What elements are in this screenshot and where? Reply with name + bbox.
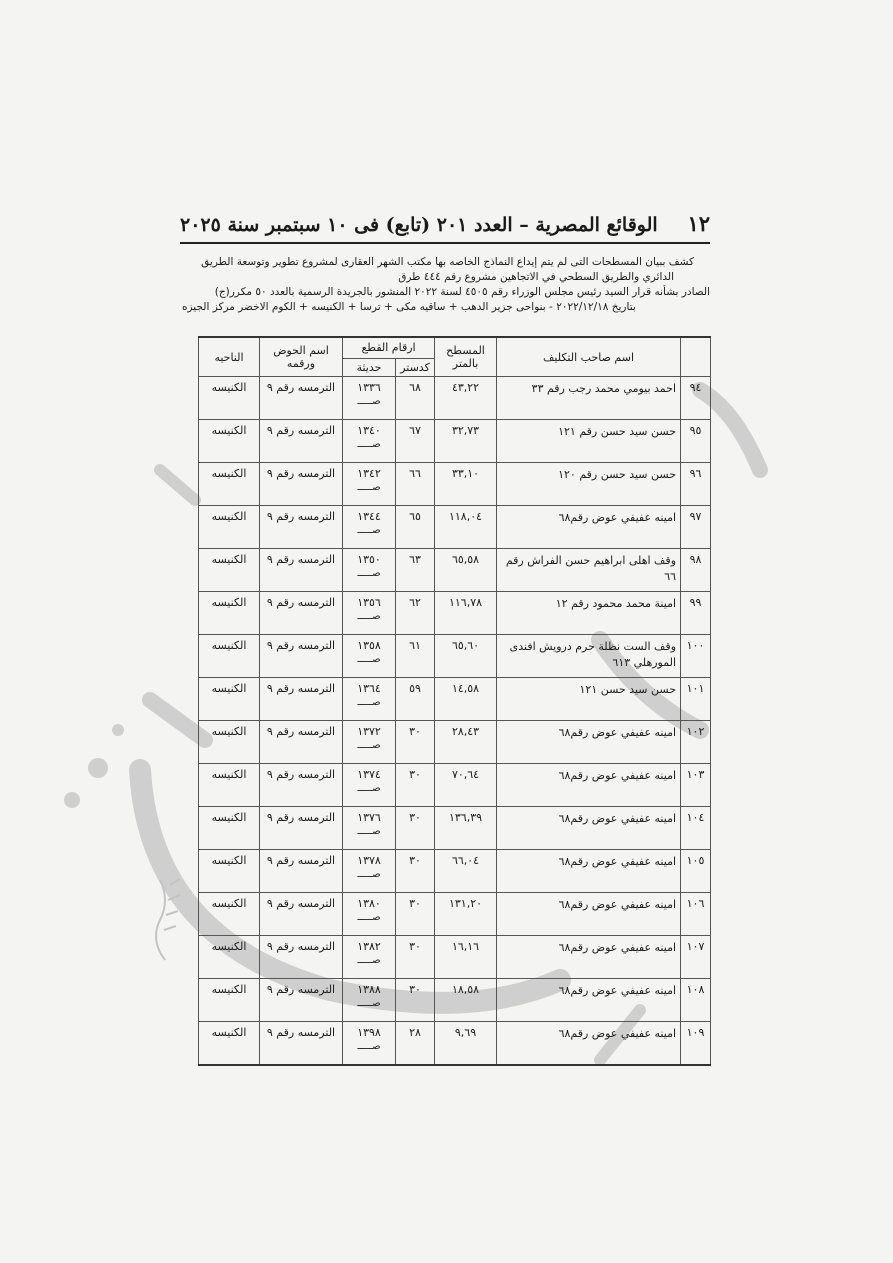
area-value: ١٦,١٦: [435, 936, 497, 979]
table-row: [199, 936, 711, 979]
owner-name: امينه عفيفي عوض رقم٦٨: [497, 893, 681, 936]
table-row: [199, 420, 711, 463]
parcels-table: [198, 336, 711, 1066]
owner-name: وقف اهلى ابراهيم حسن الفراش رقم ٦٦: [497, 549, 681, 592]
row-number: ١٠٣: [681, 764, 711, 807]
basin-name: الترمسه رقم ٩: [260, 807, 343, 850]
header-number: [681, 337, 711, 377]
modern-number: ١٣٥٠ صـــــ: [343, 549, 396, 592]
gazette-title: الوقائع المصرية – العدد ٢٠١ (تابع) فى ١٠ سبتمبر سنة ٢٠٢٥: [180, 214, 658, 236]
owner-name: امينه عفيفي عوض رقم٦٨: [497, 506, 681, 549]
cadastral-number: ٣٠: [396, 893, 435, 936]
cadastral-number: ٦٦: [396, 463, 435, 506]
modern-suffix: صـــــ: [357, 482, 381, 493]
area-value: ٢٨,٤٣: [435, 721, 497, 764]
district-name: الكنيسه: [199, 1022, 260, 1066]
table-row: [199, 506, 711, 549]
area-value: ١١٨,٠٤: [435, 506, 497, 549]
cadastral-number: ٣٠: [396, 807, 435, 850]
row-number: ١٠٢: [681, 721, 711, 764]
owner-name: امينه عفيفي عوض رقم٦٨: [497, 850, 681, 893]
modern-suffix: صـــــ: [357, 869, 381, 880]
area-value: ٩,٦٩: [435, 1022, 497, 1066]
area-value: ٦٦,٠٤: [435, 850, 497, 893]
district-name: الكنيسه: [199, 377, 260, 420]
basin-name: الترمسه رقم ٩: [260, 979, 343, 1022]
area-value: ١٣٦,٣٩: [435, 807, 497, 850]
table-row: [199, 979, 711, 1022]
header-district: الناحيه: [199, 337, 260, 377]
modern-suffix: صـــــ: [357, 955, 381, 966]
modern-suffix: صـــــ: [357, 697, 381, 708]
table-row: [199, 549, 711, 592]
basin-name: الترمسه رقم ٩: [260, 592, 343, 635]
modern-number: ١٣٧٦ صـــــ: [343, 807, 396, 850]
table-row: [199, 721, 711, 764]
area-value: ١١٦,٧٨: [435, 592, 497, 635]
row-number: ٩٧: [681, 506, 711, 549]
modern-number: ١٣٥٨ صـــــ: [343, 635, 396, 678]
district-name: الكنيسه: [199, 635, 260, 678]
modern-suffix: صـــــ: [357, 439, 381, 450]
basin-name: الترمسه رقم ٩: [260, 764, 343, 807]
cadastral-number: ٦٧: [396, 420, 435, 463]
header-basin: اسم الحوض ورقمه: [260, 337, 343, 377]
cadastral-number: ٦١: [396, 635, 435, 678]
cadastral-number: ٦٣: [396, 549, 435, 592]
owner-name: امينه عفيفي عوض رقم٦٨: [497, 721, 681, 764]
table-row: [199, 850, 711, 893]
modern-suffix: صـــــ: [357, 740, 381, 751]
basin-name: الترمسه رقم ٩: [260, 506, 343, 549]
owner-name: حسن سيد حسن رقم ١٢١: [497, 420, 681, 463]
table-row: [199, 764, 711, 807]
header-cadastral: كدستر: [396, 358, 435, 376]
district-name: الكنيسه: [199, 678, 260, 721]
owner-name: امينة محمد محمود رقم ١٢: [497, 592, 681, 635]
modern-suffix: صـــــ: [357, 396, 381, 407]
modern-number: ١٣٤٢ صـــــ: [343, 463, 396, 506]
cadastral-number: ٥٩: [396, 678, 435, 721]
cadastral-number: ٦٨: [396, 377, 435, 420]
cadastral-number: ٣٠: [396, 850, 435, 893]
row-number: ٩٨: [681, 549, 711, 592]
modern-number: ١٣٨٨ صـــــ: [343, 979, 396, 1022]
modern-suffix: صـــــ: [357, 1041, 381, 1052]
basin-name: الترمسه رقم ٩: [260, 463, 343, 506]
owner-name: حسن سيد حسن ١٢١: [497, 678, 681, 721]
owner-name: امينه عفيفي عوض رقم٦٨: [497, 979, 681, 1022]
basin-name: الترمسه رقم ٩: [260, 721, 343, 764]
page-header: [180, 200, 710, 244]
cadastral-number: ٣٠: [396, 979, 435, 1022]
basin-name: الترمسه رقم ٩: [260, 635, 343, 678]
modern-suffix: صـــــ: [357, 783, 381, 794]
modern-number: ١٣٧٨ صـــــ: [343, 850, 396, 893]
row-number: ١٠٤: [681, 807, 711, 850]
modern-number: ١٣٨٠ صـــــ: [343, 893, 396, 936]
owner-name: امينه عفيفي عوض رقم٦٨: [497, 807, 681, 850]
area-value: ٣٢,٧٣: [435, 420, 497, 463]
modern-number: ١٣٤٤ صـــــ: [343, 506, 396, 549]
table-row: [199, 377, 711, 420]
modern-suffix: صـــــ: [357, 998, 381, 1009]
row-number: ١٠٠: [681, 635, 711, 678]
modern-number: ١٣٨٢ صـــــ: [343, 936, 396, 979]
basin-name: الترمسه رقم ٩: [260, 850, 343, 893]
intro-line-3: الصادر بشأنه قرار السيد رئيس مجلس الوزراء رقم ٤٥٠٥ لسنة ٢٠٢٢ المنشور بالجريدة الرسمية بالعدد ٥٠ مكرر(ج): [214, 286, 710, 298]
row-number: ٩٦: [681, 463, 711, 506]
district-name: الكنيسه: [199, 592, 260, 635]
modern-number: ١٣٥٦ صـــــ: [343, 592, 396, 635]
owner-name: احمد بيومي محمد رجب رقم ٣٣: [497, 377, 681, 420]
basin-name: الترمسه رقم ٩: [260, 893, 343, 936]
area-value: ١٣١,٢٠: [435, 893, 497, 936]
header-owner: اسم صاحب التكليف: [497, 337, 681, 377]
cadastral-number: ٣٠: [396, 936, 435, 979]
area-value: ٣٣,١٠: [435, 463, 497, 506]
intro-text: [182, 255, 710, 315]
modern-number: ١٣٧٤ صـــــ: [343, 764, 396, 807]
owner-name: امينه عفيفي عوض رقم٦٨: [497, 936, 681, 979]
cadastral-number: ٣٠: [396, 721, 435, 764]
district-name: الكنيسه: [199, 979, 260, 1022]
district-name: الكنيسه: [199, 721, 260, 764]
modern-suffix: صـــــ: [357, 826, 381, 837]
table-row: [199, 678, 711, 721]
basin-name: الترمسه رقم ٩: [260, 377, 343, 420]
table-row: [199, 635, 711, 678]
intro-line-4: بتاريخ ٢٠٢٢/١٢/١٨ - بنواحى جزير الدهب + ساقيه مكى + ترسا + الكنيسه + الكوم الاخضر مركز الجيزه: [182, 301, 636, 313]
area-value: ٤٣,٢٢: [435, 377, 497, 420]
page-number: ١٢: [687, 211, 710, 236]
table-row: [199, 463, 711, 506]
table-body: [199, 377, 711, 1066]
row-number: ١٠٨: [681, 979, 711, 1022]
district-name: الكنيسه: [199, 506, 260, 549]
intro-line-1: كشف ببيان المسطحات التى لم يتم إيداع النماذج الخاصه بها مكتب الشهر العقارى لمشروع تطوير وتوسعة الطريق: [201, 256, 694, 268]
row-number: ١٠٧: [681, 936, 711, 979]
row-number: ٩٥: [681, 420, 711, 463]
modern-number: ١٣٤٠ صـــــ: [343, 420, 396, 463]
district-name: الكنيسه: [199, 463, 260, 506]
modern-number: ١٣٩٨ صـــــ: [343, 1022, 396, 1066]
cadastral-number: ٦٥: [396, 506, 435, 549]
district-name: الكنيسه: [199, 936, 260, 979]
table-row: [199, 592, 711, 635]
basin-name: الترمسه رقم ٩: [260, 936, 343, 979]
district-name: الكنيسه: [199, 420, 260, 463]
basin-name: الترمسه رقم ٩: [260, 549, 343, 592]
row-number: ١٠٩: [681, 1022, 711, 1066]
modern-suffix: صـــــ: [357, 568, 381, 579]
owner-name: حسن سيد حسن رقم ١٢٠: [497, 463, 681, 506]
district-name: الكنيسه: [199, 893, 260, 936]
table-row: [199, 807, 711, 850]
district-name: الكنيسه: [199, 807, 260, 850]
district-name: الكنيسه: [199, 549, 260, 592]
owner-name: امينه عفيفي عوض رقم٦٨: [497, 764, 681, 807]
modern-suffix: صـــــ: [357, 525, 381, 536]
area-value: ١٤,٥٨: [435, 678, 497, 721]
area-value: ٦٥,٥٨: [435, 549, 497, 592]
basin-name: الترمسه رقم ٩: [260, 420, 343, 463]
header-area: المسطح بالمتر: [435, 337, 497, 377]
basin-name: الترمسه رقم ٩: [260, 1022, 343, 1066]
basin-name: الترمسه رقم ٩: [260, 678, 343, 721]
header-modern: حديثة: [343, 358, 396, 376]
modern-number: ١٣٧٢ صـــــ: [343, 721, 396, 764]
row-number: ٩٩: [681, 592, 711, 635]
cadastral-number: ٣٠: [396, 764, 435, 807]
district-name: الكنيسه: [199, 850, 260, 893]
cadastral-number: ٢٨: [396, 1022, 435, 1066]
table-row: [199, 893, 711, 936]
modern-number: ١٣٣٦ صـــــ: [343, 377, 396, 420]
owner-name: وقف الست نظلة حرم درويش افندى المورهلي ٦١٣: [497, 635, 681, 678]
modern-suffix: صـــــ: [357, 654, 381, 665]
modern-suffix: صـــــ: [357, 912, 381, 923]
cadastral-number: ٦٢: [396, 592, 435, 635]
table-row: [199, 1022, 711, 1066]
modern-suffix: صـــــ: [357, 611, 381, 622]
row-number: ١٠١: [681, 678, 711, 721]
district-name: الكنيسه: [199, 764, 260, 807]
row-number: ١٠٦: [681, 893, 711, 936]
area-value: ٦٥,٦٠: [435, 635, 497, 678]
owner-name: امينه عفيفي عوض رقم٦٨: [497, 1022, 681, 1066]
modern-number: ١٣٦٤ صـــــ: [343, 678, 396, 721]
row-number: ٩٤: [681, 377, 711, 420]
header-plots-group: ارقام القطع: [343, 337, 435, 358]
row-number: ١٠٥: [681, 850, 711, 893]
area-value: ١٨,٥٨: [435, 979, 497, 1022]
intro-line-2: الدائري والطريق السطحي في الاتجاهين مشروع رقم ٤٤٤ طرق: [398, 271, 674, 283]
area-value: ٧٠,٦٤: [435, 764, 497, 807]
